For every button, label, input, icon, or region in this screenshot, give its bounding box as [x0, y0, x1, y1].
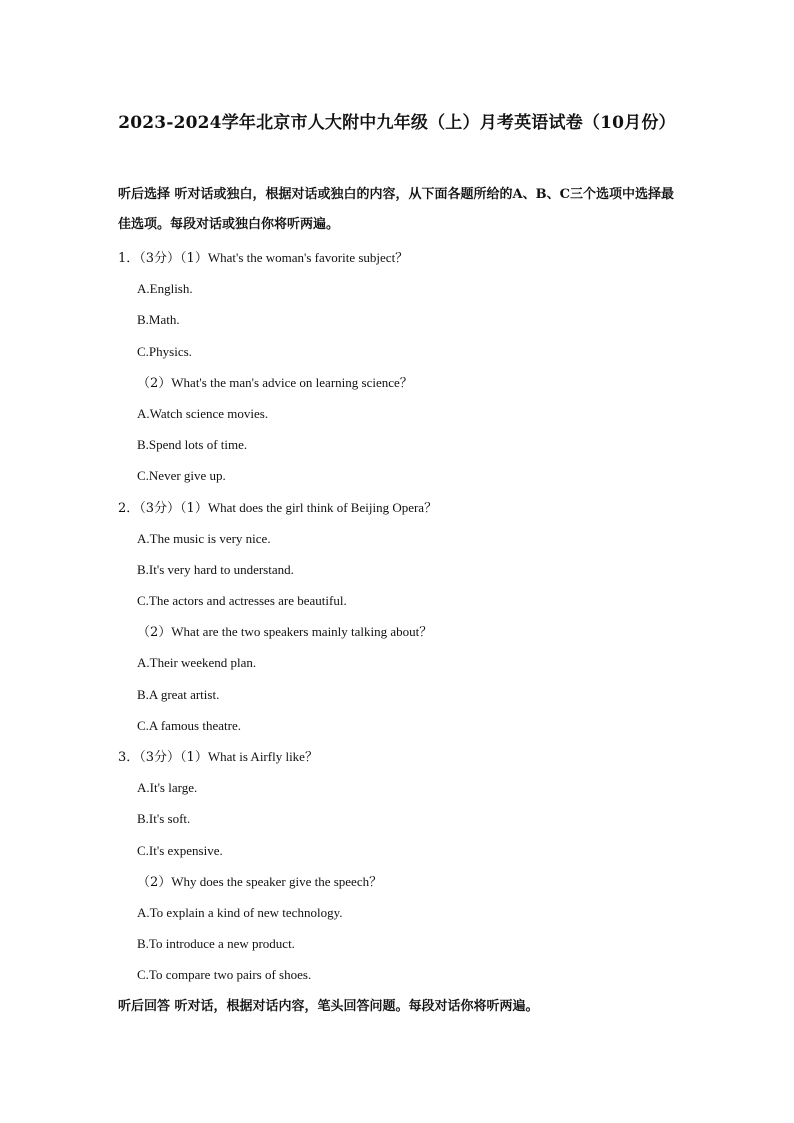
question-text: What's the man's advice on learning science？ — [171, 374, 413, 390]
answer-option: A.Their weekend plan. — [137, 655, 257, 671]
question-number: 2．（3分） — [118, 500, 181, 516]
question-line — [118, 242, 686, 273]
answer-option: B.Spend lots of time. — [137, 437, 248, 453]
question-text: What does the girl think of Beijing Opera？ — [207, 499, 438, 515]
answer-option: C.To compare two pairs of shoes. — [137, 967, 312, 983]
question-line — [118, 866, 686, 897]
section-instructions: 听对话，根据对话内容，笔头回答问题。每段对话你将听两遍。 — [174, 999, 539, 1014]
section-listen-choose — [118, 180, 686, 240]
answer-option: C.It's expensive. — [137, 842, 223, 858]
question-number: 3．（3分） — [118, 750, 181, 765]
answer-option: C.A famous theatre. — [137, 717, 241, 733]
sub-question-label: （1） — [180, 750, 208, 765]
answer-option: C.The actors and actresses are beautiful. — [137, 593, 347, 609]
section-heading: 听后选择 — [118, 187, 171, 202]
question-line — [118, 741, 686, 772]
answer-option: B.A great artist. — [137, 686, 220, 702]
question-number: 1．（3分） — [118, 251, 181, 266]
answer-option: B.Math. — [137, 312, 180, 328]
answer-option: A.To explain a kind of new technology. — [137, 904, 343, 920]
answer-option: C.Never give up. — [137, 468, 226, 484]
question-text: What is Airfly like？ — [207, 749, 318, 764]
answer-option: C.Physics. — [137, 343, 192, 359]
sub-question-label: （2） — [137, 874, 172, 890]
answer-option: B.To introduce a new product. — [137, 936, 295, 952]
sub-question-label: （2） — [137, 375, 172, 391]
section-heading: 听后回答 — [118, 999, 171, 1014]
question-line — [118, 492, 686, 523]
answer-option: A.It's large. — [137, 780, 198, 796]
answer-option: B.It's soft. — [137, 811, 191, 827]
question-text: What's the woman's favorite subject？ — [207, 250, 409, 265]
section-listen-answer — [118, 992, 686, 1022]
sub-question-label: （1） — [180, 251, 208, 266]
answer-option: B.It's very hard to understand. — [137, 561, 294, 577]
question-line — [118, 616, 686, 647]
answer-option: A.English. — [137, 281, 193, 297]
question-line — [118, 367, 686, 398]
question-text: Why does the speaker give the speech？ — [171, 873, 383, 889]
page-title: 2023-2024学年北京市人大附中九年级（上）月考英语试卷（10月份） — [118, 113, 676, 133]
question-text: What are the two speakers mainly talking about？ — [171, 624, 433, 640]
answer-option: A.The music is very nice. — [137, 530, 271, 546]
answer-option: A.Watch science movies. — [137, 405, 269, 421]
sub-question-label: （2） — [137, 625, 172, 641]
sub-question-label: （1） — [180, 500, 208, 516]
question-list — [118, 242, 686, 991]
section-instructions: 听对话或独白，根据对话或独白的内容，从下面各题所给的A、B、C三个选项中选择最佳选项。每段对话或独白你将听两遍。 — [118, 187, 674, 232]
